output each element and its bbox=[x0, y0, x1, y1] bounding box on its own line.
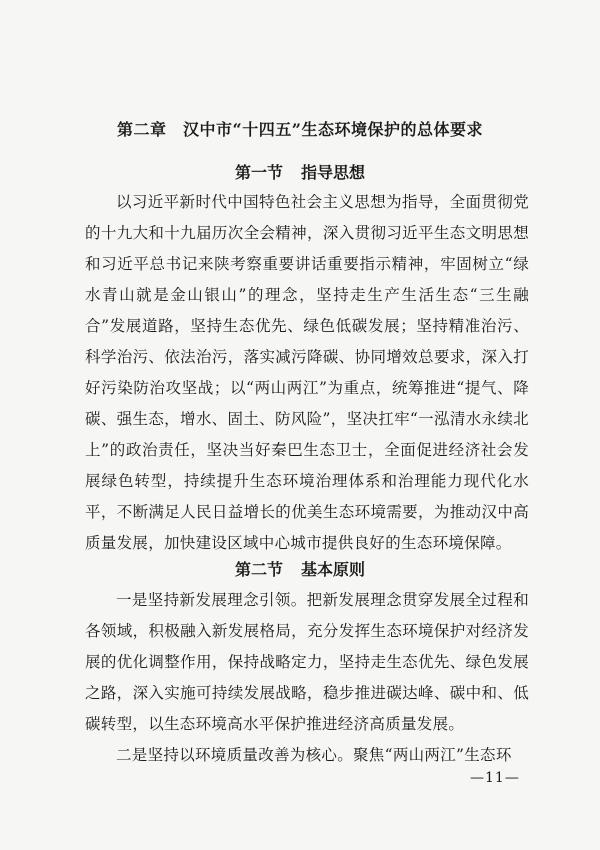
section-number: 第二节 bbox=[234, 560, 283, 579]
paragraph-principle-2: 二是坚持以环境质量改善为核心。聚焦“两山两江”生态环 bbox=[116, 746, 512, 764]
paragraph-principle-1: 一是坚持新发展理念引领。把新发展理念贯穿发展全过程和各领域，积极融入新发展格局，充分发挥生态环境保护对经济发展的优化调整作用，保持战略定力，坚持走生态优先、绿色发展之路，深入实施可持续发展战略，稳步推进碳达峰、碳中和、低碳转型，以生态环境高水平保护推进经济高质量发展。 bbox=[85, 591, 529, 733]
paragraph-guiding-ideology: 以习近平新时代中国特色社会主义思想为指导，全面贯彻党的十九大和十九届历次全会精神，深入贯彻习近平生态文明思想和习近平总书记来陕考察重要讲话重要指示精神，牢固树立“绿水青山就是金山银山”的理念，坚持走生产生活生态“三生融合”发展道路，坚持生态优先、绿色低碳发展；坚持精准治污、科学治污、依法治污，落实减污降碳、协同增效总要求，深入打好污染防治攻坚战；以“两山两江”为重点，统筹推进“提气、降碳、强生态，增水、固土、防风险”，坚决扛牢“一泓清水永续北上”的政治责任，坚决当好秦巴生态卫士，全面促进经济社会发展绿色转型，持续提升生态环境治理体系和治理能力现代化水平，不断满足人民日益增长的优美生态环境需要，为推动汉中高质量发展，加快建设区域中心城市提供良好的生态环境保障。 bbox=[85, 193, 529, 552]
chapter-title: 第二章 汉中市“十四五”生态环境保护的总体要求 bbox=[117, 120, 483, 139]
section-heading-guiding-ideology bbox=[0, 160, 600, 183]
section-heading-basic-principles bbox=[0, 557, 600, 580]
section-title: 指导思想 bbox=[301, 163, 366, 182]
section-title: 基本原则 bbox=[301, 560, 366, 579]
section-number: 第一节 bbox=[234, 163, 283, 182]
page-number: —11— bbox=[470, 770, 520, 786]
